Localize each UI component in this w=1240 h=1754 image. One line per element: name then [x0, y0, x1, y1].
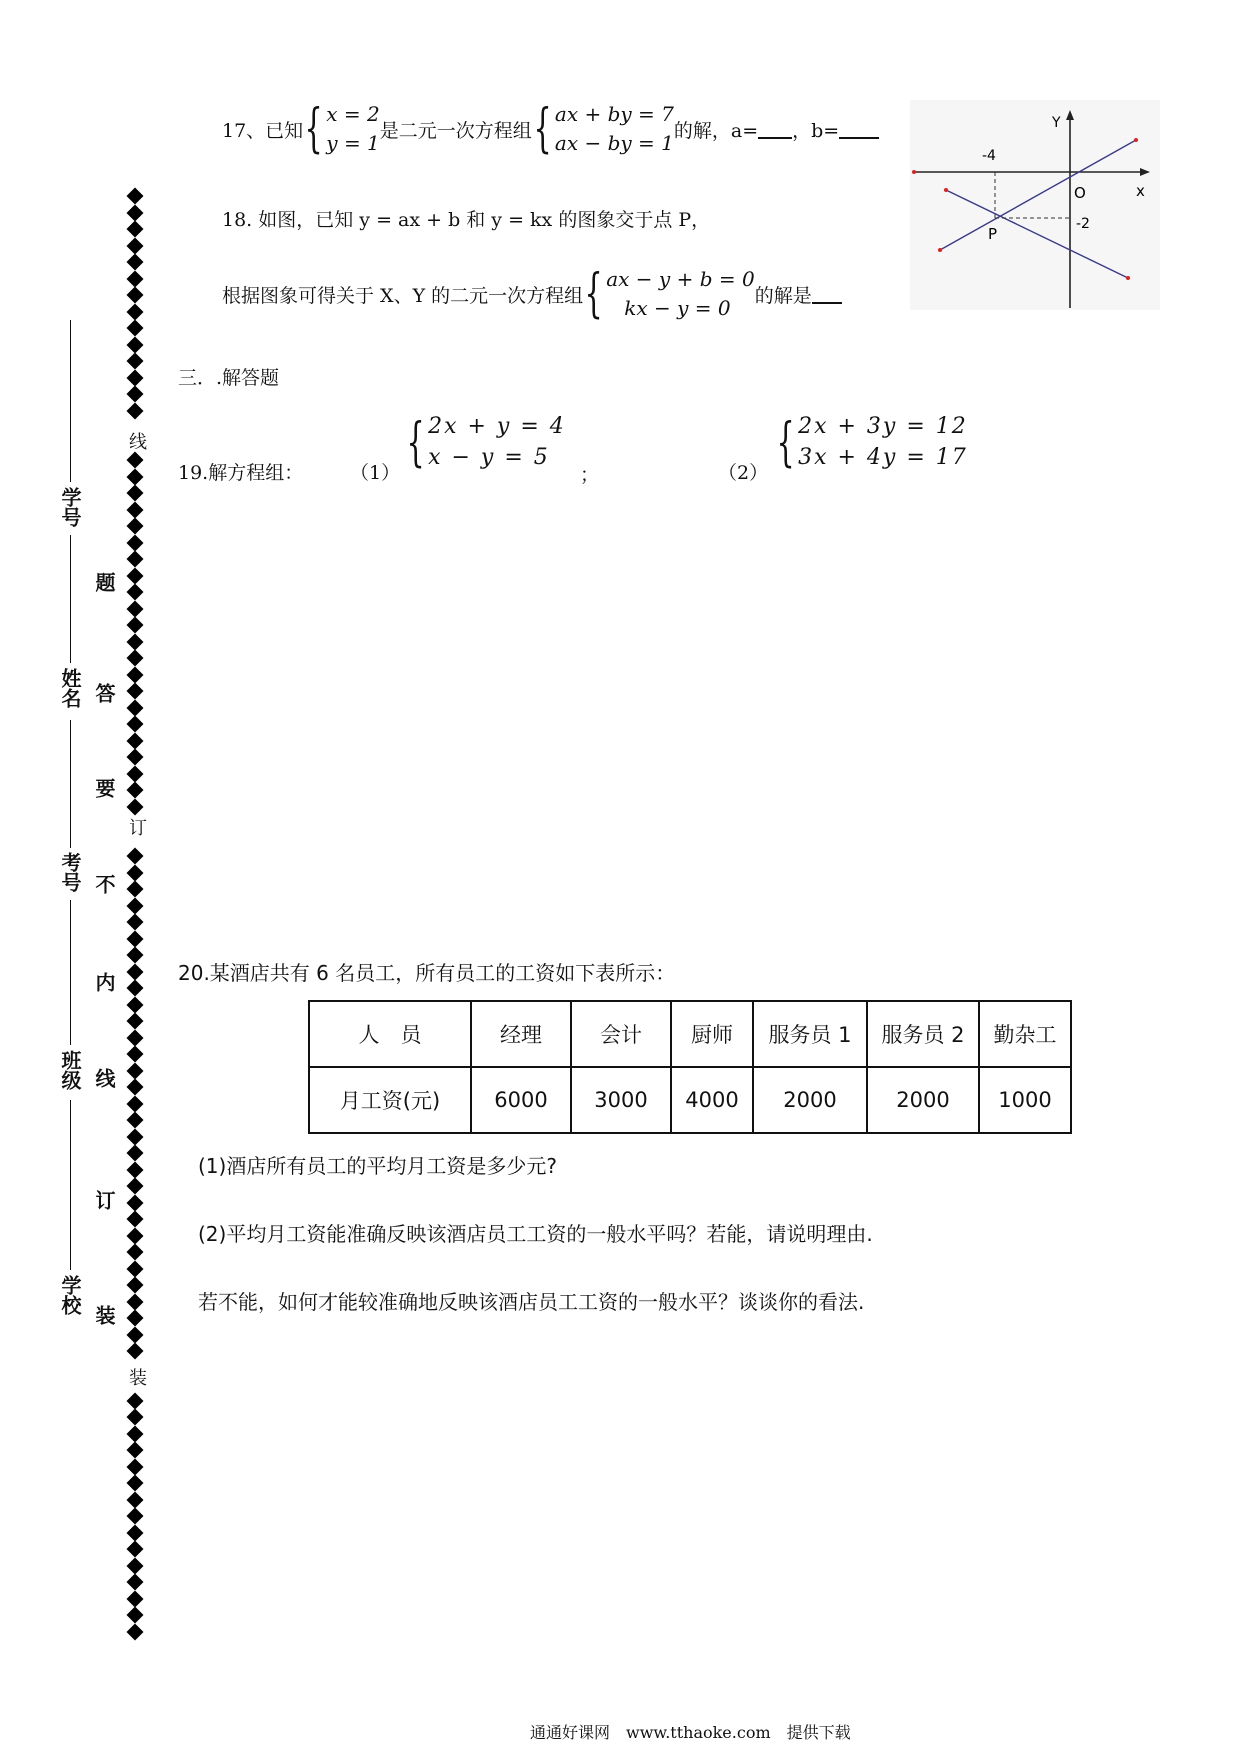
binding-diamond-icon — [127, 1079, 144, 1096]
binding-diamond-icon — [127, 1607, 144, 1624]
binding-diamond-icon — [127, 716, 144, 733]
q17-given-line-1: x = 2 — [326, 102, 380, 126]
q18-blank[interactable] — [812, 284, 842, 304]
table-cell: 1000 — [979, 1067, 1071, 1133]
q18-line-2 — [222, 265, 842, 323]
binding-diamond-icon — [127, 633, 144, 650]
binding-diamond-icon — [127, 1062, 144, 1079]
binding-diamond-icon — [127, 1128, 144, 1145]
binding-diamond-icon — [127, 369, 144, 386]
field-exam-no-line[interactable] — [70, 720, 71, 848]
binding-diamond-icon — [127, 1244, 144, 1261]
field-class-line[interactable] — [70, 900, 71, 1045]
binding-diamond-icon — [127, 353, 144, 370]
field-class: 班级 — [58, 1050, 82, 1090]
binding-diamond-icon — [127, 1029, 144, 1046]
x-arrow-icon — [1140, 168, 1150, 176]
binding-diamond-icon — [127, 1541, 144, 1558]
q18-line-2-prefix: 根据图象可得关于 X、Y 的二元一次方程组 — [222, 284, 584, 307]
q19-part2-system — [775, 412, 968, 474]
binding-diamond-icon — [127, 798, 144, 815]
binding-diamond-icon — [127, 1458, 144, 1475]
q18-system — [583, 265, 755, 323]
q19-semicolon: ； — [580, 464, 600, 486]
binding-diamond-icon — [127, 1590, 144, 1607]
table-cell: 3000 — [571, 1067, 671, 1133]
cut-label-zhuang: 装 — [126, 1368, 147, 1386]
binding-diamond-icon — [127, 1095, 144, 1112]
binding-diamond-icon — [127, 1293, 144, 1310]
binding-diamond-icon — [127, 666, 144, 683]
binding-diamond-icon — [127, 749, 144, 766]
binding-diamond-icon — [127, 782, 144, 799]
graph-svg — [910, 100, 1160, 310]
q19-part1-system — [405, 412, 566, 474]
q20-sub2: (2)平均月工资能准确反映该酒店员工工资的一般水平吗？若能，请说明理由. — [198, 1222, 873, 1246]
field-name-line[interactable] — [70, 535, 71, 663]
cut-label-xian: 线 — [126, 432, 147, 450]
y-arrow-icon — [1066, 110, 1074, 120]
brace-icon: { — [304, 99, 323, 159]
label-neg2: -2 — [1076, 216, 1090, 232]
q20-sub1: (1)酒店所有员工的平均月工资是多少元? — [198, 1154, 557, 1178]
table-header-cell: 经理 — [471, 1001, 571, 1067]
q20-intro: 20.某酒店共有 6 名员工，所有员工的工资如下表所示： — [178, 961, 676, 985]
binding-diamond-icon — [127, 1392, 144, 1409]
table-cell: 2000 — [753, 1067, 867, 1133]
binding-diamond-icon — [127, 1178, 144, 1195]
q19-part2-line-1: 2x + 3y = 12 — [798, 414, 968, 439]
binding-diamond-icon — [127, 1227, 144, 1244]
warn-nei: 内 — [92, 972, 116, 992]
cut-label-ding: 订 — [126, 818, 147, 836]
binding-diamond-icon — [127, 1491, 144, 1508]
q19-part2-line-2: 3x + 4y = 17 — [798, 444, 968, 470]
binding-diamond-icon — [127, 1409, 144, 1426]
label-neg4: -4 — [982, 148, 996, 164]
graph-figure — [910, 100, 1160, 310]
binding-diamond-icon — [127, 204, 144, 221]
q17-number: 17、已知 — [222, 119, 304, 142]
q17-line — [222, 100, 879, 158]
table-cell: 月工资(元) — [309, 1067, 471, 1133]
q19-part1-line-1: 2x + y = 4 — [428, 414, 566, 439]
binding-diamond-icon — [127, 534, 144, 551]
binding-diamond-icon — [127, 287, 144, 304]
binding-diamond-icon — [127, 1013, 144, 1030]
footer-text: 通通好课网 www.tthaoke.com 提供下载 — [530, 1723, 851, 1742]
warn-zhuang: 装 — [92, 1305, 116, 1325]
q19-label: 19.解方程组： — [178, 462, 304, 484]
binding-diamond-icon — [127, 650, 144, 667]
field-school: 学校 — [58, 1275, 82, 1315]
warn-ding: 订 — [92, 1190, 116, 1210]
binding-diamond-icon — [127, 452, 144, 469]
section-3-title: 三．.解答题 — [178, 367, 280, 389]
binding-diamond-icon — [127, 1524, 144, 1541]
binding-diamond-icon — [127, 1623, 144, 1640]
table-header-cell: 厨师 — [671, 1001, 753, 1067]
line-kx — [940, 140, 1136, 250]
field-name: 姓名 — [58, 668, 82, 708]
point-dot — [944, 188, 948, 192]
table-cell: 4000 — [671, 1067, 753, 1133]
binding-diamond-icon — [127, 468, 144, 485]
binding-diamond-icon — [127, 188, 144, 205]
binding-diamond-icon — [127, 732, 144, 749]
table-cell: 6000 — [471, 1067, 571, 1133]
line-ax-b — [946, 190, 1128, 278]
field-exam-no: 考号 — [58, 852, 82, 892]
binding-diamond-icon — [127, 270, 144, 287]
binding-diamond-icon — [127, 963, 144, 980]
q17-system-line-2: ax − by = 1 — [554, 131, 674, 155]
table-cell: 2000 — [867, 1067, 979, 1133]
binding-diamond-icon — [127, 765, 144, 782]
table-row — [309, 1067, 1071, 1133]
binding-diamond-icon — [127, 914, 144, 931]
point-dot — [1134, 138, 1138, 142]
table-header-cell: 服务员 2 — [867, 1001, 979, 1067]
binding-diamond-icon — [127, 996, 144, 1013]
binding-diamond-icon — [127, 947, 144, 964]
binding-diamond-icon — [127, 567, 144, 584]
warn-xian: 线 — [92, 1068, 116, 1088]
field-student-no: 学号 — [58, 487, 82, 527]
q17-blank-a[interactable] — [758, 119, 792, 139]
binding-diamond-icon — [127, 980, 144, 997]
q19-part2-tag: （2） — [718, 462, 769, 484]
binding-diamond-icon — [127, 1211, 144, 1228]
q18-system-line-2: kx − y = 0 — [624, 296, 731, 320]
binding-diamond-icon — [127, 386, 144, 403]
binding-diamond-icon — [127, 1277, 144, 1294]
q19-part1-line-2: x − y = 5 — [428, 444, 550, 470]
binding-diamond-icon — [127, 1425, 144, 1442]
q17-system-line-1: ax + by = 7 — [554, 102, 674, 126]
q17-tail-text: 的解，a= — [673, 119, 759, 142]
q18-system-line-1: ax − y + b = 0 — [606, 267, 755, 291]
binding-diamond-icon — [127, 518, 144, 535]
binding-diamond-icon — [127, 584, 144, 601]
binding-diamond-icon — [127, 1260, 144, 1277]
brace-icon: { — [533, 99, 552, 159]
binding-diamond-icon — [127, 237, 144, 254]
binding-diamond-icon — [127, 1442, 144, 1459]
label-y: Y — [1052, 115, 1061, 131]
binding-diamond-icon — [127, 1343, 144, 1360]
q19-part1-tag: （1） — [350, 462, 401, 484]
binding-diamond-icon — [127, 254, 144, 271]
binding-diamond-icon — [127, 1557, 144, 1574]
binding-diamond-icon — [127, 897, 144, 914]
q17-mid-text: 是二元一次方程组 — [379, 119, 532, 142]
binding-diamond-icon — [127, 1475, 144, 1492]
table-header-cell: 服务员 1 — [753, 1001, 867, 1067]
binding-diamond-icon — [127, 551, 144, 568]
q17-given-line-2: y = 1 — [326, 131, 380, 155]
binding-diamond-icon — [127, 1326, 144, 1343]
binding-diamond-icon — [127, 1310, 144, 1327]
q18-line-1: 18. 如图，已知 y = ax + b 和 y = kx 的图象交于点 P， — [222, 209, 711, 231]
q17-system — [532, 100, 674, 158]
binding-diamond-icon — [127, 1161, 144, 1178]
binding-diamond-icon — [127, 402, 144, 419]
table-header-cell: 人 员 — [309, 1001, 471, 1067]
binding-diamond-icon — [127, 221, 144, 238]
q17-blank-b[interactable] — [839, 119, 879, 139]
binding-diamond-icon — [127, 617, 144, 634]
wage-table — [308, 1000, 1072, 1134]
binding-diamond-icon — [127, 881, 144, 898]
label-x: x — [1136, 182, 1145, 200]
label-p: P — [988, 225, 998, 243]
table-header-cell: 勤杂工 — [979, 1001, 1071, 1067]
binding-diamond-icon — [127, 1574, 144, 1591]
binding-diamond-icon — [127, 1145, 144, 1162]
field-school-line[interactable] — [70, 1100, 71, 1270]
binding-diamond-icon — [127, 864, 144, 881]
binding-diamond-icon — [127, 320, 144, 337]
point-dot — [912, 170, 916, 174]
field-student-no-line[interactable] — [70, 320, 71, 482]
brace-icon: { — [776, 412, 795, 473]
binding-diamond-icon — [127, 485, 144, 502]
binding-diamond-icon — [127, 303, 144, 320]
q17-sep: ，b= — [792, 119, 840, 142]
binding-diamond-icon — [127, 1046, 144, 1063]
q18-line-2-suffix: 的解是 — [754, 284, 812, 307]
binding-diamond-icon — [127, 848, 144, 865]
warn-bu: 不 — [92, 874, 116, 894]
brace-icon: { — [584, 264, 603, 324]
warn-yao: 要 — [92, 778, 116, 798]
binding-diamond-icon — [127, 930, 144, 947]
binding-diamond-icon — [127, 600, 144, 617]
q17-given-system — [303, 100, 380, 158]
q20-sub2b: 若不能，如何才能较准确地反映该酒店员工工资的一般水平？谈谈你的看法. — [198, 1290, 865, 1314]
brace-icon: { — [406, 412, 425, 473]
point-dot — [1126, 276, 1130, 280]
point-dot — [938, 248, 942, 252]
table-header-cell: 会计 — [571, 1001, 671, 1067]
warn-ti: 题 — [92, 572, 116, 592]
table-header-row — [309, 1001, 1071, 1067]
binding-diamond-icon — [127, 699, 144, 716]
binding-diamond-icon — [127, 1508, 144, 1525]
binding-diamond-icon — [127, 1112, 144, 1129]
binding-diamond-icon — [127, 683, 144, 700]
label-origin: O — [1074, 184, 1086, 202]
binding-diamond-icon — [127, 336, 144, 353]
binding-diamond-icon — [127, 1194, 144, 1211]
binding-diamond-column — [126, 190, 146, 1630]
binding-diamond-icon — [127, 501, 144, 518]
warn-da: 答 — [92, 683, 116, 703]
